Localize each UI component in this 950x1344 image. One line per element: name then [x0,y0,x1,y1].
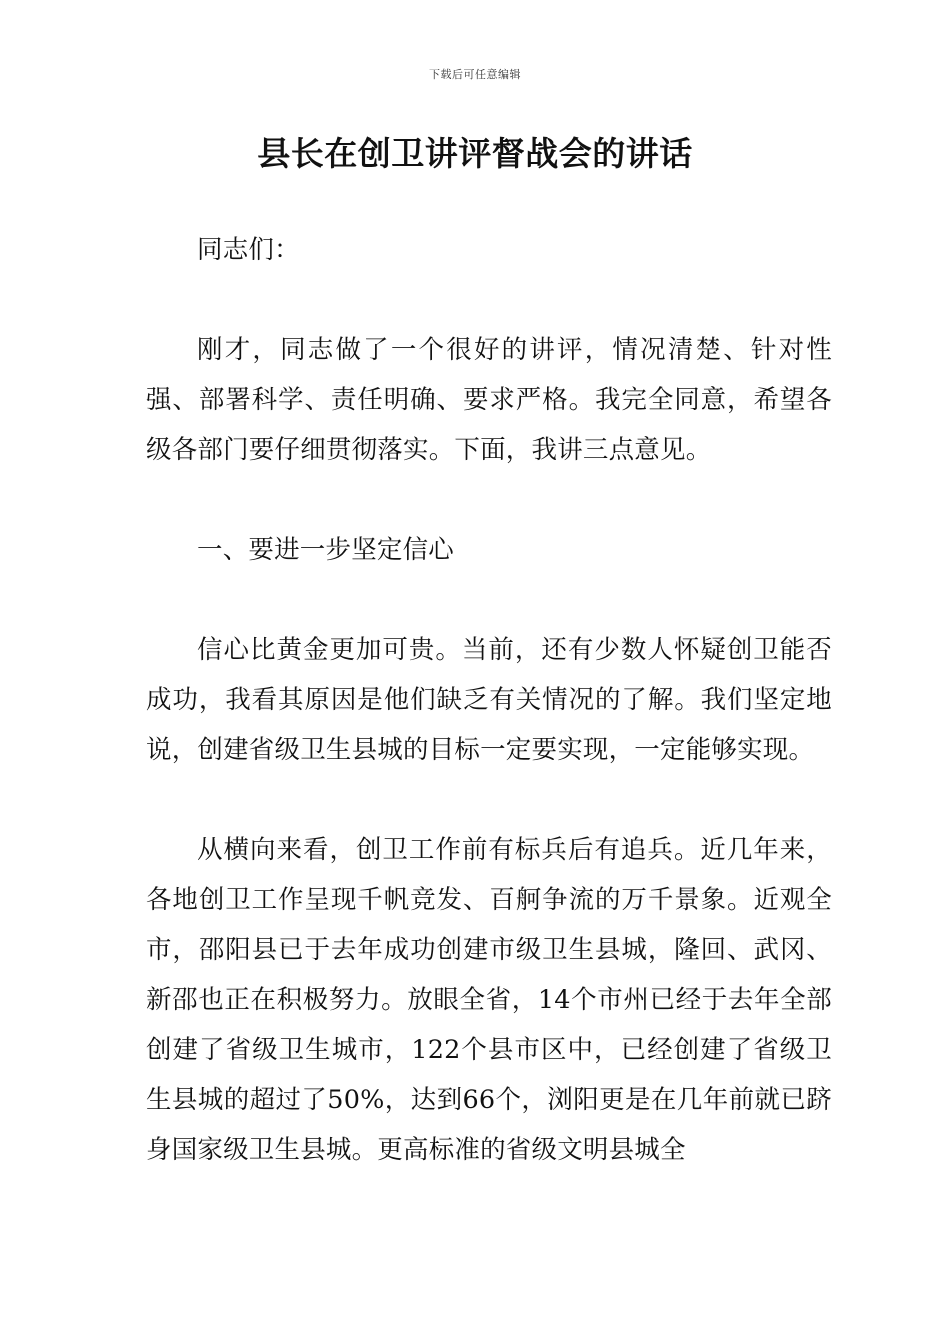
opening-paragraph: 刚才，同志做了一个很好的讲评，情况清楚、针对性强、部署科学、责任明确、要求严格。我完全同意，希望各级各部门要仔细贯彻落实。下面，我讲三点意见。 [146,335,832,465]
body-paragraph: 信心比黄金更加可贵。当前，还有少数人怀疑创卫能否成功，我看其原因是他们缺乏有关情况的了解。我们坚定地说，创建省级卫生县城的目标一定要实现，一定能够实现。 [146,635,832,765]
body-paragraph: 从横向来看，创卫工作前有标兵后有追兵。近几年来，各地创卫工作呈现千帆竞发、百舸争流的万千景象。近观全市，邵阳县已于去年成功创建市级卫生县城，隆回、武冈、新邵也正在积极努力。放眼全省，14个市州已经于去年全部创建了省级卫生城市，122个县市区中，已经创建了省级卫生县城的超过了50%，达到66个，浏阳更是在几年前就已跻身国家级卫生县城。更高标准的省级文明县城全 [146,835,832,1165]
salutation-paragraph: 同志们： [197,235,300,265]
section-heading-1: 一、要进一步坚定信心 [197,535,455,565]
document-title: 县长在创卫讲评督战会的讲话 [257,134,693,173]
document-body [146,225,832,1175]
header-note: 下载后可任意编辑 [429,68,521,81]
